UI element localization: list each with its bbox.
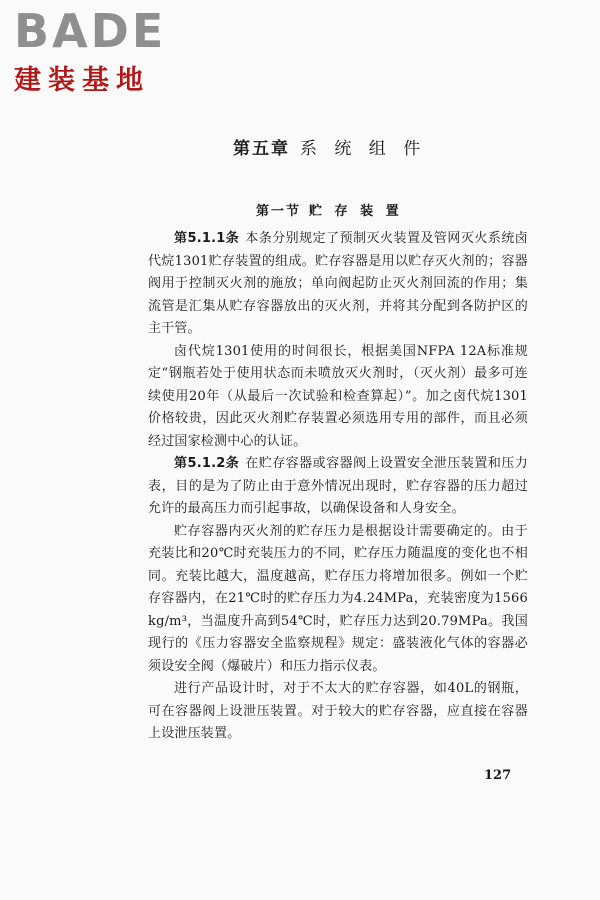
paragraph — [148, 228, 528, 341]
site-logo — [14, 4, 184, 97]
paragraph-text: 进行产品设计时，对于不太大的贮存容器，如40L的钢瓶，可在容器阀上设泄压装置。对于较大的贮存容器，应直接在容器上设泄压装置。 — [148, 681, 528, 741]
paragraph — [148, 521, 528, 679]
clause-number: 第5.1.2条 — [174, 456, 240, 471]
paragraph — [148, 341, 528, 454]
paragraph — [148, 453, 528, 521]
paragraph-text: 贮存容器内灭火剂的贮存压力是根据设计需要确定的。由于充装比和20℃时充装压力的不同，贮存压力随温度的变化也不相同。充装比越大，温度越高，贮存压力将增加很多。例如一个贮存容器内，在21℃时的贮存压力为4.24MPa，充装密度为1566 kg/m³，当温度升高到54℃时，贮存压力达到20.79MPa。我国现行的《压力容器安全监察规程》规定：盛装液化气体的容器必须设安全阀（爆破片）和压力指示仪表。 — [148, 523, 528, 674]
paragraph-text: 卤代烷1301使用的时间很长，根据美国NFPA 12A标准规定“钢瓶若处于使用状态而未喷放灭火剂时，（灭火剂）最多可连续使用20年（从最后一次试验和检查算起）”。加之卤代烷1301价格较贵，因此灭火剂贮存装置必须选用专用的部件，而且必须经过国家检测中心的认证。 — [148, 343, 528, 449]
body-text — [148, 228, 528, 746]
logo-wordmark: BADE — [14, 4, 167, 58]
paragraph-text: 在贮存容器或容器阀上设置安全泄压装置和压力表，目的是为了防止由于意外情况出现时，贮存容器的压力超过允许的最高压力而引起事故，以确保设备和人身安全。 — [148, 456, 528, 516]
page-number: 127 — [484, 768, 512, 783]
chapter-number: 第五章 — [233, 139, 290, 159]
chapter-heading — [233, 134, 426, 159]
section-number: 第一节 — [256, 204, 302, 219]
logo-subtitle: 建装基地 — [14, 65, 150, 96]
section-heading — [256, 200, 403, 219]
clause-number: 第5.1.1条 — [174, 231, 240, 246]
section-name: 贮 存 装 置 — [309, 204, 403, 219]
chapter-name: 系 统 组 件 — [300, 139, 427, 159]
paragraph — [148, 678, 528, 746]
paragraph-text: 本条分别规定了预制灭火装置及管网灭火系统卤代烷1301贮存装置的组成。贮存容器是用以贮存灭火剂的；容器阀用于控制灭火剂的施放；单向阀起防止灭火剂回流的作用；集流管是汇集从贮存容器放出的灭火剂，并将其分配到各防护区的主干管。 — [148, 231, 528, 336]
